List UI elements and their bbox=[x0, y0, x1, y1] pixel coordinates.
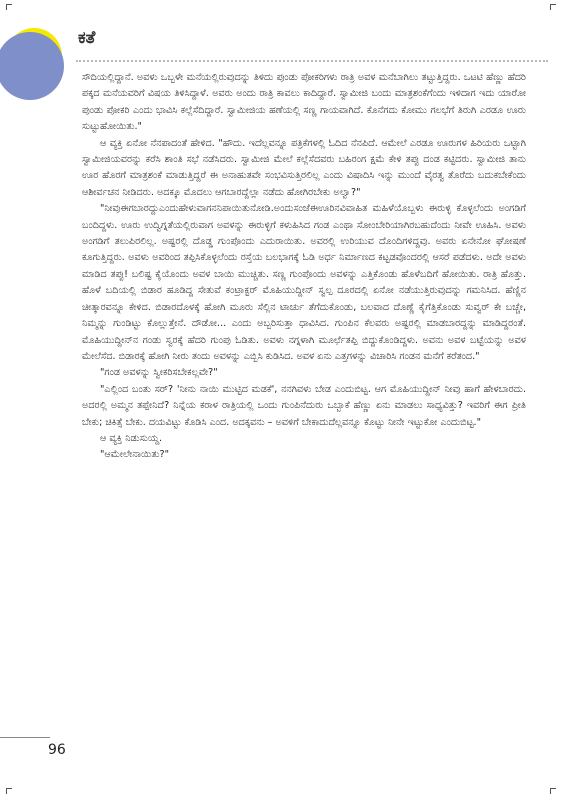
page-number: 96 bbox=[48, 742, 66, 758]
body-text bbox=[82, 70, 526, 464]
crop-mark-top-right bbox=[550, 4, 556, 10]
crop-mark-top-left bbox=[6, 4, 12, 10]
paragraph: "ಆಮೇಲೇನಾಯಿತು?" bbox=[100, 449, 170, 461]
paragraph: ಸೌದಿಯಲ್ಲಿದ್ದಾನೆ. ಅವಳು ಒಬ್ಬಳೇ ಮನೆಯಲ್ಲಿರುವುದನ್ನು ತಿಳಿದು ಪುಂಡು ಪೋಕರಿಗಳು ರಾತ್ರಿ ಅವಳ ಮನೆಬಾಗಿಲು ತಟ್ಟುತ್ತಿದ್ದರು. ಒಟಟಿ ಹೆಣ್ಣು ಹೆದರಿ ಪಕ್ಕದ ಮನೆಯವರಿಗೆ ವಿಷಯ ತಿಳಿಸಿದ್ದಾಳೆ. ಅವರು ಅಂದು ರಾತ್ರಿ ಕಾವಲು ಕಾದಿದ್ದಾರೆ. ಸ್ವಾಮೀಜಿ ಬಂದು ಮಾತ್ರಶಂಕೆಗೆಂದು ಇಳಿದಾಗ ಇದು ಯಾರೋ ಪುಂಡು ಪೋಕರಿ ಎಂದು ಭಾವಿಸಿ ಕಲ್ಲೆಸೆದಿದ್ದಾರೆ. ಸ್ವಾಮೀಜಿಯ ಹಣೆಯಲ್ಲಿ ಸಣ್ಣ ಗಾಯವಾಗಿದೆ. ಕೊನೆಗದು ಕೋಮು ಗಲಭೆಗೆ ತಿರುಗಿ ಎರಡೂ ಊರು ಸುಟ್ಟುಹೋಯಿತು." bbox=[82, 72, 526, 133]
crop-mark-bottom-right bbox=[550, 788, 556, 794]
header-dotted-rule bbox=[76, 60, 548, 62]
paragraph: "ಗಂಡ ಅವಳನ್ನು ಸ್ವೀಕರಿಸಬೇಕಲ್ಲವೇ?" bbox=[100, 367, 218, 379]
paragraph: "ನೀವುಈಗಬಾರದ್ದುಎಂದುಹೇಳುವಾಗನನಿಪಾಯಿತುನೋಡಿ.ಅಂದುಸಂಜೆಈಊರಿನವಿವಾಹಿತ ಮಹಿಳೆಯೊಬ್ಬಳು ಈರುಳ್ಳಿ ಕೊಳ್ಳಲೆಂದು ಅಂಗಡಿಗೆ ಬಂದಿದ್ದಳು. ಊರು ಉದ್ವಿಗ್ನತೆಯಲ್ಲಿರುವಾಗ ಅವಳನ್ನು ಈರುಳ್ಳಿಗೆ ಕಳುಹಿಸಿದ ಗಂಡ ಎಂಥಾ ಸೋಂಬೇರಿಯಾಗಿರಬಹುದೆಂದು ನೀವೇ ಊಹಿಸಿ. ಅವಳು ಅಂಗಡಿಗೆ ತಲುಪಿರಲಿಲ್ಲ. ಅಷ್ಟರಲ್ಲಿ ದೊಡ್ಡ ಗುಂಪೊಂದು ಎದುರಾಯಿತು. ಅವರಲ್ಲಿ ಉರಿಯುವ ದೊಂದಿಗಳಿದ್ದವು. ಅವರು ಏನೇನೋ ಘೋಷಣೆ ಕೂಗುತ್ತಿದ್ದರು. ಅವಳು ಅವರಿಂದ ತಪ್ಪಿಸಿಕೊಳ್ಳಲೆಂದು ರಸ್ತೆಯ ಬಲಭಾಗಕ್ಕೆ ಓಡಿ ಅರ್ಧ ನಿರ್ಮಾಣದ ಕಟ್ಟಡವೊಂದರಲ್ಲಿ ಆಸರೆ ಪಡೆದಳು. ಅದೇ ಅವಳು ಮಾಡಿದ ತಪ್ಪು! ಬಲಿಷ್ಟ ಕೈಯೊಂದು ಅವಳ ಬಾಯಿ ಮುಚ್ಚಿತು. ಸಣ್ಣ ಗುಂಪೊಂದು ಅವಳನ್ನು ಎತ್ತಿಕೊಂಡು ಹೊಳೆಬದಿಗೆ ಹೋಯಿತು. ರಾತ್ರಿ ಹೊತ್ತು. ಹೊಳೆ ಬದಿಯಲ್ಲಿ ಬಿಡಾರ ಹೂಡಿದ್ದ ಸೇತುವೆ ಕಂಟ್ರಾಕ್ಟರ್ ಮೊಹಿಯುದ್ದೀನ್ ಸ್ವಲ್ಪ ದೂರದಲ್ಲಿ ಏನೋ ನಡೆಯುತ್ತಿರುವುದನ್ನು ಗಮನಿಸಿದ. ಹೆಣ್ಣಿನ ಚೀತ್ಕಾರವನ್ನೂ ಕೇಳಿದ. ಬಿಡಾರದೊಳಕ್ಕೆ ಹೋಗಿ ಮೂರು ಸೆಲ್ಲಿನ ಟಾರ್ಚು ತೆಗೆದುಕೊಂಡು, ಬಲವಾದ ದೊಣ್ಣೆ ಕೈಗೆತ್ತಿಕೊಂಡು ಸುವ್ವರ್ ಕೇ ಬಚ್ಚೇ, ನಿಮ್ಮನ್ನು ಗುಂಡಿಟ್ಟು ಕೊಲ್ಲುತ್ತೇನೆ. ದೌಡೋ... ಎಂದು ಅಬ್ಬರಿಸುತ್ತಾ ಧಾವಿಸಿದ. ಗುಂಪಿನ ಕೆಲವರು ಅಷ್ಟರಲ್ಲಿ ಮಾಡಬಾರದ್ದನ್ನು ಮಾಡಿದ್ದರಂತೆ. ಮೊಹಿಯುದ್ದೀನ್‌ನ ಗಂಡು ಸ್ವರಕ್ಕೆ ಹೆದರಿ ಗುಂಪು ಓಡಿತು. ಅವಳು ನಗ್ನಳಾಗಿ ಮೂರ್ಛೆತಪ್ಪಿ ಬಿದ್ದುಕೊಂಡಿದ್ದಳು. ಅವನು ಅವಳ ಬಟ್ಟೆಯನ್ನು ಅವಳ ಮೇಲೆಸೆದ. ಬಿಡಾರಕ್ಕೆ ಹೋಗಿ ನೀರು ತಂದು ಅವಳನ್ನು ಎಬ್ಬಿಸಿ ಕುಡಿಸಿದ. ಅವಳ ಏನು ಎತ್ತಗಳನ್ನು ವಿಚಾರಿಸಿ ಗಂಡನ ಮನೆಗೆ ಕರೆತಂದ." bbox=[82, 203, 526, 362]
header-decoration bbox=[0, 26, 70, 106]
paragraph: ಆ ವ್ಯಕ್ತಿ ನಿಡುಸುಯ್ದ. bbox=[100, 432, 163, 444]
footer-rule bbox=[0, 737, 50, 738]
paragraph: "ಎಲ್ಲಿಂದ ಬಂತು ಸರ್? 'ನೀನು ನಾಯಿ ಮುಟ್ಟಿದ ಮಡಕೆ', ನನಗಿವಳು ಬೇಡ ಎಂದುಬಿಟ್ಟ. ಆಗ ಮೊಹಿಯುದ್ದೀನ್ ನೀವು ಹಾಗೆ ಹೇಳಬಾರದು. ಅದರಲ್ಲಿ ಅಮ್ಮನ ತಪ್ಪೇನಿದೆ? ನಿನ್ನೆಯ ಕರಾಳ ರಾತ್ರಿಯಲ್ಲಿ ಒಂದು ಗುಂಪಿನೆದುರು ಒಬ್ಬಾಕೆ ಹೆಣ್ಣು ಏನು ಮಾಡಲು ಸಾಧ್ಯವಿತ್ತು? ಇವರಿಗೆ ಈಗ ಪ್ರೀತಿ ಬೇಕು; ಚಿಕಿತ್ಸೆ ಬೇಕು. ದಯವಿಟ್ಟು ಕೊಡಿಸಿ ಎಂದ. ಅದಕ್ಕವನು – ಅವಳಿಗೆ ಬೇಕಾದುದೆಲ್ಲವನ್ನೂ ಕೊಟ್ಟು ನೀನೇ ಇಟ್ಟುಕೋ ಎಂದುಬಿಟ್ಟ." bbox=[82, 383, 526, 428]
crop-mark-bottom-left bbox=[6, 788, 12, 794]
paragraph: ಆ ವ್ಯಕ್ತಿ ಏನೋ ನೆನಪಾದಂತೆ ಹೇಳಿದ. "ಹೌದು. ಇದೆಲ್ಲವನ್ನೂ ಪತ್ರಿಕೆಗಳಲ್ಲಿ ಓದಿದ ನೆನಪಿದೆ. ಆಮೇಲೆ ಎರಡೂ ಊರುಗಳ ಹಿರಿಯರು ಒಟ್ಟಾಗಿ ಸ್ವಾಮೀಜಿಯವರನ್ನು ಕರೆಸಿ ಶಾಂತಿ ಸಭೆ ನಡೆಸಿದರು. ಸ್ವಾಮೀಜಿ ಮೇಲೆ ಕಲ್ಲೆಸೆದವರು ಬಹಿರಂಗ ಕ್ಷಮೆ ಕೇಳಿ ತಪ್ಪು ದಂಡ ಕಟ್ಟಿದರು. ಸ್ವಾಮೀಜಿ ತಾನು ಊರ ಹೊರಗೆ ಮಾತ್ರಶಂಕೆ ಮಾಡುತ್ತಿದ್ದರೆ ಈ ಅನಾಹುತವೇ ಸಂಭವಿಸುತ್ತಿರಲಿಲ್ಲ ಎಂದು ವಿಷಾದಿಸಿ ಇನ್ನು ಮುಂದೆ ವೈರತ್ವ ತೊರೆದು ಬದುಕಬೇಕೆಂದು ಆಶೀರ್ವಚನ ನೀಡಿದರು. ಅದಕ್ಕೂ ಮೊದಲು ಆಗಬಾರದ್ದೆಲ್ಲಾ ನಡೆದು ಹೋಗಿರಬೇಕು ಅಲ್ವಾ?" bbox=[82, 137, 526, 198]
section-title: ಕತೆ bbox=[78, 28, 96, 48]
